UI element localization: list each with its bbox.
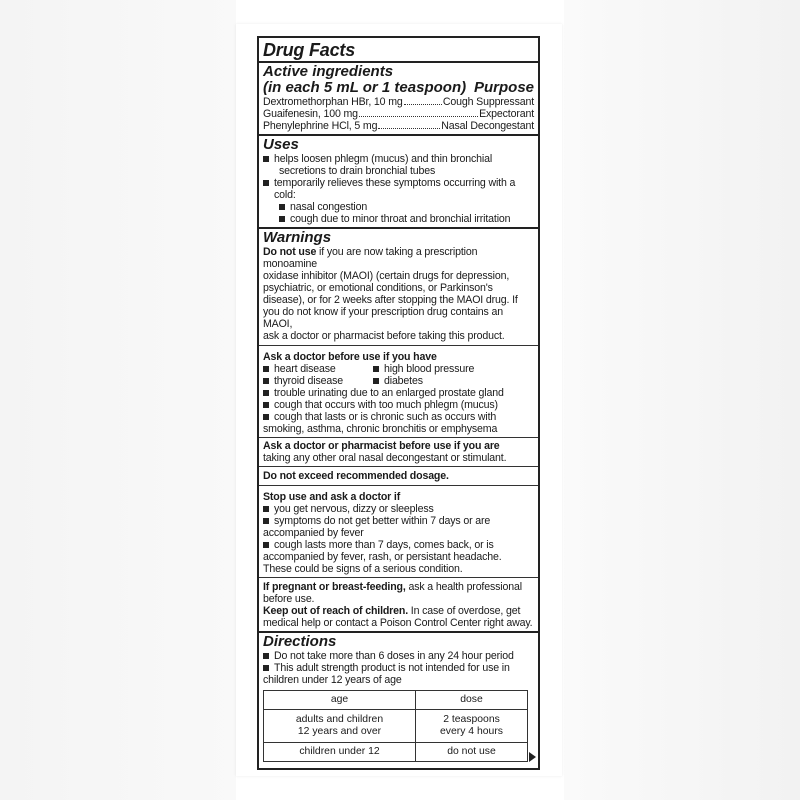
do-not-use-line: disease), or for 2 weeks after stopping the MAOI drug. If: [263, 294, 518, 306]
list-item-continued: accompanied by fever: [263, 527, 364, 539]
bullet-icon: [263, 665, 269, 671]
bullet-icon: [263, 366, 269, 372]
ingredient-row: [263, 96, 534, 108]
ingredient-purpose: Cough Suppressant: [442, 96, 534, 108]
bullet-icon: [263, 653, 269, 659]
ingredient-row: [263, 108, 534, 120]
warnings-section: [259, 229, 538, 633]
table-cell: do not use: [416, 743, 528, 762]
list-item: trouble urinating due to an enlarged prostate gland: [263, 387, 534, 399]
sub-list-item: nasal congestion: [263, 201, 534, 213]
list-item-continued: These could be signs of a serious condition.: [263, 563, 463, 575]
bullet-icon: [263, 506, 269, 512]
keep-out-text: Keep out of reach of children. In case of overdose, get: [263, 605, 521, 617]
list-item: temporarily relieves these symptoms occurring with a cold:: [263, 177, 534, 201]
stop-use-heading: Stop use and ask a doctor if: [263, 491, 401, 503]
bullet-icon: [263, 542, 269, 548]
table-header-cell: age: [264, 691, 416, 710]
ask-pharmacist-text: taking any other oral nasal decongestant or stimulant.: [263, 452, 507, 464]
bullet-icon: [279, 216, 285, 222]
ingredient-purpose: Expectorant: [479, 108, 534, 120]
bullet-icon: [263, 390, 269, 396]
table-header-row: [264, 691, 528, 710]
drug-facts-title: Drug Facts: [263, 40, 356, 60]
pregnancy-text: If pregnant or breast-feeding, ask a health professional: [263, 581, 522, 593]
do-not-use-line: ask a doctor or pharmacist before taking this product.: [263, 330, 505, 342]
list-item-continued: children under 12 years of age: [263, 674, 402, 686]
list-item: cough that lasts or is chronic such as occurs with: [263, 411, 534, 423]
list-item: helps loosen phlegm (mucus) and thin bronchial: [263, 153, 534, 165]
sub-list-item: cough due to minor throat and bronchial irritation: [263, 213, 534, 225]
bullet-icon: [263, 156, 269, 162]
active-heading: Active ingredients: [263, 63, 394, 80]
bullet-icon: [373, 378, 379, 384]
table-header-cell: dose: [416, 691, 528, 710]
ask-doctor-heading: Ask a doctor before use if you have: [263, 351, 437, 363]
pregnancy-text-continued: before use.: [263, 593, 315, 605]
bullet-icon: [263, 180, 269, 186]
bullet-icon: [373, 366, 379, 372]
do-not-use-line: you do not know if your prescription drug contains an MAOI,: [263, 306, 503, 330]
list-item: This adult strength product is not intended for use in: [263, 662, 534, 674]
bullet-icon: [263, 414, 269, 420]
table-cell: 2 teaspoons every 4 hours: [416, 710, 528, 743]
ingredient-name: Phenylephrine HCl, 5 mg: [263, 120, 378, 132]
bullet-icon: [263, 518, 269, 524]
background-left: [0, 0, 236, 800]
background-right: [564, 0, 800, 800]
purpose-label: Purpose: [473, 79, 534, 96]
title-section: [259, 38, 538, 63]
ingredient-name: Dextromethorphan HBr, 10 mg: [263, 96, 403, 108]
ingredient-row: [263, 120, 534, 132]
list-item-continued: secretions to drain bronchial tubes: [279, 165, 436, 177]
list-item: symptoms do not get better within 7 days or are: [263, 515, 534, 527]
active-subheading: (in each 5 mL or 1 teaspoon): [263, 79, 467, 96]
do-not-use-text: Do not use if you are now taking a prescription monoamine: [263, 246, 478, 270]
bullet-icon: [263, 378, 269, 384]
dosage-warning: Do not exceed recommended dosage.: [263, 470, 449, 482]
ask-pharmacist-heading: Ask a doctor or pharmacist before use if you are: [263, 440, 500, 452]
active-ingredients-section: [259, 63, 538, 136]
do-not-use-line: psychiatric, or emotional conditions, or Parkinson's: [263, 282, 493, 294]
ask-doctor-subsection: [259, 345, 538, 437]
stop-use-subsection: [259, 485, 538, 577]
table-cell: children under 12: [264, 743, 416, 762]
do-not-use-line: oxidase inhibitor (MAOI) (certain drugs for depression,: [263, 270, 510, 282]
uses-section: [259, 136, 538, 229]
ask-pharmacist-subsection: [259, 437, 538, 466]
list-item: cough lasts more than 7 days, comes back, or is: [263, 539, 534, 551]
continue-arrow-icon: [529, 752, 536, 762]
drug-facts-panel: [257, 36, 540, 770]
uses-heading: Uses: [263, 136, 299, 153]
table-cell: adults and children 12 years and over: [264, 710, 416, 743]
bullet-icon: [263, 402, 269, 408]
warnings-heading: Warnings: [263, 229, 332, 246]
table-row: [264, 743, 528, 762]
list-item: heart disease: [263, 363, 373, 375]
directions-section: [259, 633, 538, 764]
list-item-continued: smoking, asthma, chronic bronchitis or emphysema: [263, 423, 498, 435]
directions-heading: Directions: [263, 633, 337, 650]
list-item: diabetes: [373, 375, 483, 387]
list-item: Do not take more than 6 doses in any 24 hour period: [263, 650, 534, 662]
keep-out-text-continued: medical help or contact a Poison Control Center right away.: [263, 617, 533, 629]
ingredient-purpose: Nasal Decongestant: [441, 120, 534, 132]
list-item: high blood pressure: [373, 363, 483, 375]
list-item: thyroid disease: [263, 375, 373, 387]
bullet-icon: [279, 204, 285, 210]
list-item-continued: accompanied by fever, rash, or persistant headache.: [263, 551, 502, 563]
pregnancy-subsection: [259, 577, 538, 631]
dosage-subsection: [259, 466, 538, 485]
list-item: you get nervous, dizzy or sleepless: [263, 503, 534, 515]
list-item: cough that occurs with too much phlegm (mucus): [263, 399, 534, 411]
dosage-table: [263, 690, 528, 762]
ingredient-name: Guaifenesin, 100 mg: [263, 108, 358, 120]
table-row: [264, 710, 528, 743]
